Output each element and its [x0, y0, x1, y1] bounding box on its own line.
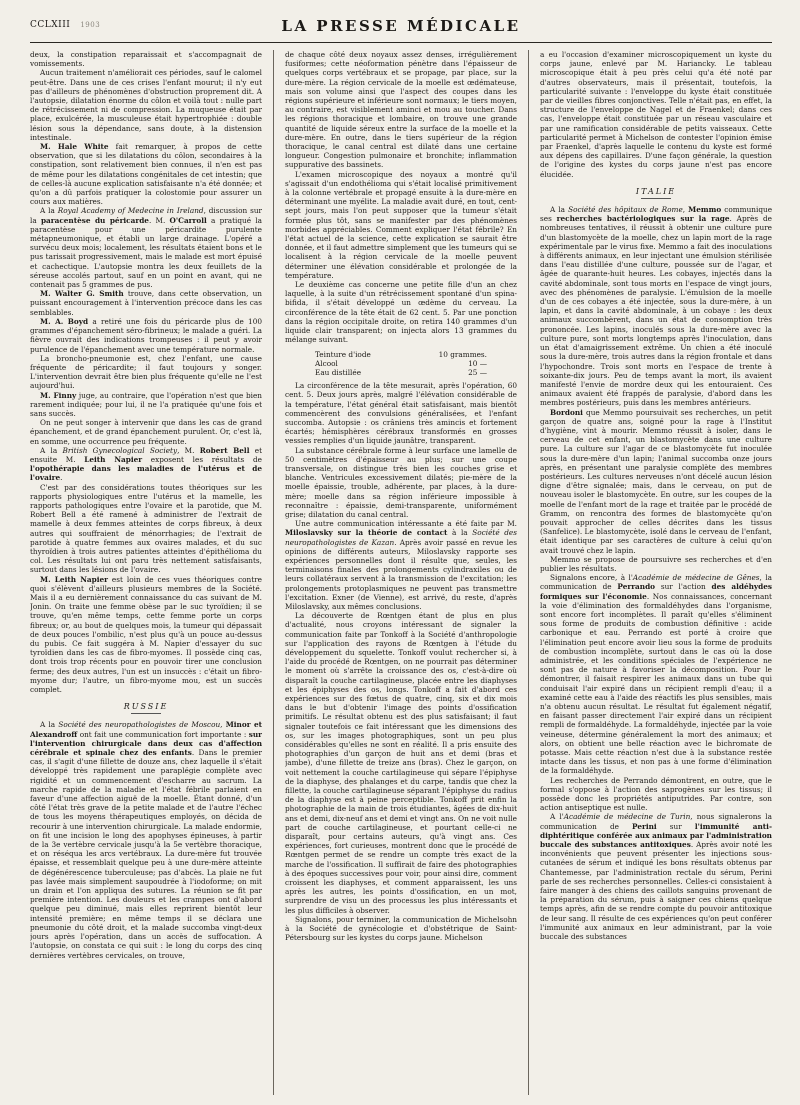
section-heading-russie — [30, 702, 262, 714]
section-heading-text: RUSSIE — [123, 702, 169, 712]
paragraph-text: , — [220, 720, 226, 730]
paragraph-text: . Après de nombreuses tentatives, il réussit à obtenir une culture pure d'un blastomycète de la moelle, chez un lapin mort de la rage expérimentale par le virus fixe. Memmo a fait des inoculations à différents animaux, en leur injectant une émulsion stérilisée dans l'eau distillée d'une culture, poussée sur de l'agar, et âgée de quarante-huit heures. Les cobayes, injectés dans la cavité abdominale, sont tous morts en l'espace de vingt jours, avec des phénomènes de paralysie. L'émulsion de la moelle d'un de ces cobayes a été injectée, sous la dure-mère, à un lapin, et dans la cavité abdominale, à un cobaye : les deux animaux succombèrent, dans un état de consomption très prononcée. Les lapins, inoculés sous la dure-mère avec la culture pure, sont morts longtemps après l'inoculation, dans un état d'amaigrissement extrême. Un chien a été inoculé sous la dure-mère, trois autres dans la région frontale et dans l'hypochondre. Trois sont morts en l'espace de trente à soixante-dix jours. Peu de temps avant la mort, ils avaient manifesté l'envie de mordre deux qui les entouraient. Ces animaux avaient été frappés de paralysie, d'abord dans les membres postérieurs, puis dans les membres antérieurs. — [540, 214, 772, 408]
paragraph-text: a pratiqué la paracentèse pour une péricardite purulente métapneumonique, et établi un large drainage. L'opéré a survécu deux mois; localement, les résultats étaient bons et le pus tarissait progressivement, mais le malade est mort épuisé et cachectique. L'autopsie montra les deux feuillets de la séreuse accolés partout, sauf en un point en avant, qui ne contenait pas 5 grammes de pus. — [30, 215, 262, 290]
paragraph — [540, 812, 772, 941]
society-name: Société des hôpitaux de Rome — [568, 205, 683, 215]
column-rule-1 — [273, 50, 274, 1095]
paragraph: Le deuxième cas concerne une petite fille d'un an chez laquelle, à la suite d'un rétrécissement spontané d'un spina-bifida, il s'était développé un œdème du cerveau. La circonférence de la tête était de 62 cent. 5. Par une ponction dans la région occipitale droite, on retira 140 grammes d'un liquide clair transparent; on injecta alors 13 grammes du mélange suivant. — [285, 280, 517, 345]
paragraph-text: A la — [40, 445, 63, 455]
paragraph — [540, 408, 772, 555]
paragraph — [30, 575, 262, 695]
formula-ingredient: Alcool — [315, 358, 338, 368]
paragraph-text: A la — [40, 206, 58, 216]
paragraph — [30, 142, 262, 206]
column-middle — [285, 50, 517, 1095]
paragraph-text: communique ses — [540, 205, 772, 224]
society-name: Royal Academy of Medecine in Ireland — [57, 206, 204, 216]
paragraph: Memmo se propose de poursuivre ses recherches et d'en publier les résultats. — [540, 554, 772, 573]
column-rule-2 — [528, 50, 529, 1095]
paragraph: La substance cérébrale forme à leur surface une lamelle de 50 centimètres d'épaisseur au plus; sur une coupe transversale, on distingue très bien les couches grise et blanche. Ventricules excessivement dilatés; pie-mère de la moelle épaissie, trouble, adhérente, par places, à la dure-mère; moelle dans sa région inférieure impossible à reconnaître : épaissie, demi-transparente, uniformément grise; dilatation du canal central. — [285, 445, 517, 519]
paragraph-text: , nous signalerons la communication de — [540, 812, 772, 831]
formula-quantity: 10 grammes. — [438, 349, 487, 359]
paragraph-text: fait remarquer, à propos de cette observation, que si les dilatations du côlon, secondaires à la constipation, sont relativement bien connues, il n'en est pas de même pour les dilatations congénitales de cet intestin; que de celles-là aucune explication satisfaisante n'a été donnée; et qu'on a dû parfois pratiquer la colostomie pour assurer un cours aux matières. — [30, 142, 262, 207]
section-heading-italie — [540, 187, 772, 199]
author-name: Leith Napier — [84, 454, 143, 464]
formula-row — [315, 368, 487, 377]
section-underline — [641, 198, 671, 199]
paragraph-text: Signalons encore, à l' — [550, 573, 633, 583]
paragraph-text: . Après avoir noté les inconvénients que peuvent présenter les injections sous-cutanées de sérum et indiqué les bons résultats obtenus par Chantemesse, par l'administration rectale du sérum, Perini parle de ses recherches personnelles. Celles-ci consistaient à faire manger à des chiens des caillots sanguins provenant de la préparation du sérum, puis à saigner ces chiens quelque temps après, afin de se rendre compte du pouvoir antitoxique de leur sang. Il résulte de ces expériences qu'on peut conférer l'immunité aux animaux en leur administrant, par la voie buccale des substances — [540, 840, 772, 942]
formula-row — [315, 359, 487, 368]
author-name: Minor et Alexandroff — [30, 720, 262, 739]
paragraph-text: Une autre communication intéressante a été faite par M. — [295, 519, 517, 529]
paragraph-text: trouve, dans cette observation, un puissant encouragement à l'intervention précoce dans les cas semblables. — [30, 289, 262, 317]
paragraph-text: . Dans le premier cas, il s'agit d'une fillette de douze ans, chez laquelle il s'était développé très rapidement une paraplégie complète avec rigidité et un commencement d'escharre au sacrum. La marche rapide de la maladie et l'état fébrile parlaient en faveur d'une affection aiguë de la moelle. Étant donné, d'un côté l'état très grave de la petite malade et de l'autre l'échec de tous les moyens thérapeutiques employés, on décida de recourir à une intervention chirurgicale. La malade endormie, on fit une incision le long des apophyses épineuses, à partir de la 3e vertèbre cervicale jusqu'à la 5e vertèbre thoracique, et on réséqua les arcs vertébraux. La dure-mère fut trouvée épaisse, et ressemblait quelque peu à une dure-mère atteinte de dégénérescence tuberculeuse; pas d'abcès. La plaie ne fut pas lavée mais simplement saupoudrée à l'iodoforme; on mit un drain et l'on appliqua des sutures. La réunion se fit par première intention. Les douleurs et les crampes ont d'abord quelque peu diminué, mais elles reprirent bientôt leur intensité première; en même temps il se déclara une pneumonie du côté droit, et la malade succomba vingt-deux jours après l'opération, dans un accès de suffocation. A l'autopsie, on constata ce qui suit : le long du corps des cinq dernières vertèbres cervicales, on trouve, — [30, 748, 262, 960]
page-header — [30, 12, 772, 43]
paragraph — [540, 573, 772, 775]
paragraph: a eu l'occasion d'examiner microscopiquement un kyste du corps jaune, enlevé par M. Hariancky. Le tableau microscopique était à peu près celui qu'a été noté par d'autres observateurs, mais il présentait, toutefois, la particularité suivante : l'enveloppe du kyste était constituée par de vieilles fibres conjonctives. Telle n'était pas, en effet, la structure de l'enveloppe de Nagel et de Fraenkel; dans ces cas, l'enveloppe était constituée par un réseau vasculaire et par une ramification considérable de petits vaisseaux. Cette particularité permet à Michelson de contester l'opinion émise par Fraenkel, d'après laquelle le contenu du kyste est formé aux dépens des capillaires. D'une façon générale, la question de l'origine des kystes du corps jaune n'est pas encore élucidée. — [540, 50, 772, 179]
paragraph: La découverte de Rœntgen étant de plus en plus d'actualité, nous croyons intéressant de signaler la communication faite par Tonkoff à la Société d'anthropologie sur l'application des rayons de Rœntgen à l'étude du développement du squelette. Tonkoff voulut rechercher si, à l'aide du procédé de Rœntgen, on ne pourrait pas déterminer le moment où s'arrête la croissance des os, c'est-à-dire où disparaît la couche cartilagineuse, placée entre les diaphyses et les épiphyses des os, longs. Tonkoff a fait d'abord ces expériences sur des fœtus de quatre, cinq, six et dix mois dans le but d'obtenir l'image des points d'ossification primitifs. Le résultat obtenu est des plus satisfaisant; il faut signaler toutefois ce fait intéressant que les dimensions des os, sur les images photographiques, sont un peu plus considérables qu'elles ne sont en réalité. Il a pris ensuite des photographies d'un garçon de huit ans et demi (bras et jambe), d'une fillette de treize ans (bras). Chez le garçon, on voit nettement la couche cartilagineuse qui sépare l'épiphyse de la diaphyse, des phalanges et du carpe, tandis que chez la fillette, la couche cartilagineuse séparant l'épiphyse du radius de la diaphyse est à peine perceptible. Tonkoff prit enfin la photographie de la main de trois étudiantes, âgées de dix-huit ans et demi, dix-neuf ans et demi et vingt ans. On ne voit nulle part de couche cartilagineuse, et pourtant celle-ci ne disparaît, pour certains auteurs, qu'à vingt ans. Ces expériences, fort curieuses, montrent donc que le procédé de Rœntgen permet de se rendre un compte très exact de la marche de l'ossification. Il suffirait de faire des photographies à des époques successives pour voir, pour ainsi dire, comment croissent les diaphyses, et comment apparaissent, les uns après les autres, les points d'ossification, en un mot, surprendre de visu un des processus les plus intéressants et les plus difficiles à observer. — [285, 611, 517, 915]
paragraph-text: à la — [447, 528, 473, 538]
paragraph: Signalons, pour terminer, la communication de Michelsohn à la Société de gynécologie et d'obstétrique de Saint-Pétersbourg sur les kystes du corps jaune. Michelson — [285, 914, 517, 943]
formula-row — [315, 350, 487, 359]
paragraph-text: A la — [40, 720, 59, 730]
author-name: Memmo — [688, 205, 722, 215]
paragraph-text: . Nos connaissances, concernant la voie d'élimination des formaldéhydes dans l'organisme, sont encore fort incomplètes. Il paraît qu'elles s'éliminent sous forme de produits de combustion définitive : acide carbonique et eau. Perrando est porté à croire que l'élimination peut encore avoir lieu sous la forme de produits de combustion incomplète, surtout dans le cas où la dose administrée, et les conditions spéciales de l'expérience ne sont pas de nature à favoriser la décomposition. Pour le démontrer, il faisait respirer les animaux dans un tube qui conduisait l'air expiré dans un récipient rempli d'eau; il a examiné cette eau à l'aide des réactifs les plus sensibles, mais n'a obtenu aucun résultat. Le résultat fut également négatif, en faisant passer directement l'air expiré dans un récipient rempli de formaldéhyde. La formaldéhyde, injectée par la voie veineuse, détermine généralement la mort des animaux; et alors, on obtient une belle réaction avec le bichromate de potasse. Mais cette réaction n'est due à la substance restée intacte dans les tissus, et non pas à une forme d'élimination de la formaldéhyde. — [540, 591, 772, 776]
paragraph — [30, 446, 262, 483]
formula-quantity: 25 — — [468, 367, 487, 377]
topic-title: sur l'intervention chirurgicale dans deux cas d'affection cérébrale et spinale chez des enfants — [30, 729, 262, 758]
paragraph: deux, la constipation reparaissait et s'accompagnait de vomissements. — [30, 50, 262, 69]
topic-title: l'opothérapie dans les maladies de l'utérus et de l'ovaire — [30, 464, 262, 483]
paragraph — [30, 289, 262, 317]
society-name: Société des neuropathologistes de Kazan — [285, 528, 517, 547]
paragraph-text: A l' — [550, 812, 564, 822]
paragraph-text: juge, au contraire, que l'opération n'est que bien rarement indiquée; pour lui, il ne l'a pratiquée qu'une fois et sans succès. — [30, 390, 262, 418]
paragraph — [30, 720, 262, 959]
paragraph-text: ont fait une communication fort importante : — [77, 729, 249, 739]
author-name: Perini — [632, 821, 657, 831]
paragraph — [30, 391, 262, 419]
paragraph — [30, 206, 262, 289]
paragraph-text: est loin de ces vues théoriques contre quoi s'élèvent d'ailleurs plusieurs membres de la Société. Mais il a eu dernièrement connaissance du cas suivant de M. Jonin. On traite une femme obèse par le suc tyroïdien; il se trouve, qu'en même temps, cette femme porte un corps fibreux; or, au bout de quelques mois, la tumeur qui dépassait de deux pouces l'ombilic, n'est plus qu'à un pouce au-dessus du pubis. Ce fait suggéra à M. Napier d'essayer du suc tyroïdien dans les cas de fibro-myomes. Il possède cinq cas, dont trois trop récents pour en pouvoir tirer une conclusion ferme; des deux autres, l'un est un insuccès : c'était un fibro-myome dur; l'autre, un fibro-myome mou, est un succès complet. — [30, 574, 262, 695]
journal-title: LA PRESSE MÉDICALE — [281, 17, 521, 35]
topic-title: des aldéhydes formiques sur l'économie — [540, 582, 772, 601]
author-name: M. Walter G. Smith — [40, 289, 124, 299]
paragraph-text: , la communication de — [540, 573, 772, 592]
paragraph-text: . — [60, 473, 63, 483]
paragraph-text: a retiré une fois du péricarde plus de 100 grammes d'épanchement séro-fibrineux; le malade a guéri. La fièvre ouvrait des indications trompeuses : il peut y avoir purulence de l'épanchement avec une température normale. — [30, 316, 262, 354]
author-name: M. Leith Napier — [40, 574, 108, 584]
topic-title: paracentèse du péricarde — [40, 215, 149, 225]
paragraph-text: A la — [550, 205, 569, 215]
paragraph — [30, 317, 262, 354]
paragraph-text: et ensuite M. — [30, 445, 262, 464]
paragraph-text: . Après avoir passé en revue les opinions de différents auteurs, Miloslavsky rapporte ses expériences personnelles dont il résulte que, seules, les terminaisons finales des prolongements cylindraxiles ou de leurs collatéraux servent à la transmission de l'excitation; les prolongements protoplasmiques ne peuvent pas transmettre l'excitation. Exner (de Vienne), est arrivé, du reste, d'après Miloslavsky, aux mêmes conclusions. — [285, 537, 517, 611]
paragraph: On ne peut songer à intervenir que dans les cas de grand épanchement, et de grand épanchement purulent. Or, c'est là, en somme, une occurrence peu fréquente. — [30, 418, 262, 446]
paragraph-text: . M. — [148, 215, 170, 225]
column-right — [540, 50, 772, 1095]
paragraph: Aucun traitement n'améliorait ces périodes, sauf le calomel peut-être. Dans une de ces crises l'enfant mourut; il n'y eut pas d'ailleurs de phénomènes d'obstruction proprement dit. A l'autopsie, dilatation énorme du côlon et voilà tout : nulle part de rétrécissement ni de compression. La muqueuse était par place, exulcérée, la musculeuse était hypertrophiée : double lésion sous la dépendance, sans doute, à la distension intestinale. — [30, 68, 262, 142]
paragraph: L'examen microscopique des noyaux a montré qu'il s'agissait d'un endothélioma qui s'était localisé primitivement à la colonne vertébrale et propagé ensuite à la dure-mère en déterminant une myélite. La maladie avait duré, en tout, cent-sept jours, mais l'on peut supposer que la tumeur s'était formée plus tôt, sans se manifester par des phénomènes morbides appréciables. Comment expliquer l'état fébrile? En l'état actuel de la science, cette explication se saurait être donnée, et il faut admettre simplement que les tumeurs qui se localisent à la région cervicale de la moelle peuvent déterminer une élévation considérable et prolongée de la température. — [285, 169, 517, 280]
column-left — [30, 50, 262, 1095]
paragraph: Les recherches de Perrando démontrent, en outre, que le formal s'oppose à l'action des saprogènes sur les tissus; il possède donc les propriétés antiputrides. Par contre, son action antiseptique est nulle. — [540, 775, 772, 813]
society-name: British Gynecological Society — [62, 445, 178, 455]
paragraph-text: , — [682, 205, 689, 215]
paragraph: La circonférence de la tête mesurait, après l'opération, 60 cent. 5. Deux jours après, malgré l'élévation considérable de la température, l'état général était satisfaisant, mais bientôt commencèrent des convulsions généralisées, et l'enfant succomba. Autopsie : os crâniens très amincis et fortement écartés; hémisphères cérébraux transformés en grosses vessies remplies d'un liquide jaunâtre, transparent. — [285, 381, 517, 446]
formula-ingredient: Eau distillée — [315, 367, 362, 377]
paragraph-text: , discussion sur la — [30, 206, 262, 225]
author-name: M. Finny — [40, 390, 77, 400]
author-name: M. Hale White — [40, 142, 109, 152]
formula-table — [315, 350, 487, 378]
society-name: Académie de médecine de Turin — [563, 812, 691, 822]
paragraph-text: sur l'action — [655, 582, 712, 592]
paragraph: C'est par des considérations toutes théoriques sur les rapports physiologiques entre l'utérus et la mamelle, les rapports pathologiques entre l'ovaire et la parotide, que M. Robert Bell a été ramené à administrer de l'extrait de mamelle à deux femmes atteintes de corps fibreux, à deux autres qui souffraient de ménorrhagies; de l'extrait de parotide à quatre femmes aux ovaires malades, et du suc thyroïdien à trois autres patientes atteintes d'épithélioma du col. Les résultats lui ont paru très nettement satisfaisants, surtout dans les lésions de l'ovaire. — [30, 482, 262, 575]
author-name: M. A. Boyd — [40, 316, 89, 326]
author-name: Bordoni — [550, 407, 583, 417]
formula-quantity: 10 — — [468, 358, 487, 368]
paragraph-text: que Memmo poursuivait ses recherches, un petit garçon de quatre ans, soigné pour la rage à l'Institut d'hygiène, vint à mourir. Memmo réussit à isoler, dans le cerveau de cet enfant, un blastomycète dans une culture pure. La culture sur l'agar de ce blastomycète fut inoculée sous la dure-mère d'un lapin; l'animal succomba onze jours après, en présentant une paralysie complète des membres postérieurs. Les cultures nerveuses n'ont décelé aucun lésion digne d'être signalée; mais, dans le cerveau, on put de nouveau isoler le blastomycète. En outre, sur les coupes de la moelle de l'enfant mort de la rage et traitée par le procédé de Gramm, on rencontra des formes de blastomycète qu'on pouvait approcher de celles décrites dans les tissus (Sanfelice). Le blastomycète, isolé dans le cerveau de l'enfant, était identique par ses caractères de culture à celui qu'on avait trouvé chez le lapin. — [540, 407, 772, 555]
topic-title: recherches bactériologiques sur la rage — [556, 214, 730, 224]
paragraph-text: sur — [656, 821, 695, 831]
year-mark: 1903 — [80, 21, 101, 29]
paragraph-text: , M. — [177, 445, 200, 455]
society-name: Académie de médecine de Gênes — [632, 573, 760, 583]
author-name: O'Carroll — [169, 215, 207, 225]
formula-ingredient: Teinture d'iode — [315, 349, 371, 359]
paragraph-text: exposent les résultats de — [142, 454, 262, 464]
paragraph — [540, 205, 772, 407]
paragraph: La broncho-pneumonie est, chez l'enfant, une cause fréquente de péricardite; il faut toujours y songer. L'intervention devrait être bien plus fréquente qu'elle ne l'est aujourd'hui. — [30, 353, 262, 391]
paragraph: de chaque côté deux noyaux assez denses, irrégulièrement fusiformes; cette néoformation pénètre dans l'épaisseur de quelques corps vertébraux et se propage, par place, sur la dure-mère. La région cervicale de la moelle est œdémateuse, mais son volume ainsi que l'aspect des coupes dans les régions supérieure et inférieure sont normaux; le tiers moyen, au contraire, est visiblement aminci et mou au toucher. Dans les régions thoracique et lombaire, on trouve une grande quantité de liquide séreux entre la surface de la moelle et la dure-mère. En outre, dans le tiers supérieur de la région thoracique, le canal central est dilaté dans une certaine longueur. Congestion pulmonaire et bronchite; inflammation suppurative des bassinets. — [285, 50, 517, 170]
topic-title: l'immunité anti-diphtéritique conférée aux animaux par l'administration buccale des substances antitoxiques — [540, 821, 772, 850]
author-name: Miloslavsky sur la théorie de contact — [285, 528, 448, 538]
society-name: Société des neuropathologistes de Moscou — [58, 720, 221, 730]
paragraph — [285, 519, 517, 611]
author-name: Robert Bell — [199, 445, 250, 455]
author-name: Perrando — [617, 582, 656, 592]
page-number-text: CCLXIII — [30, 20, 71, 30]
section-heading-text: ITALIE — [635, 186, 677, 196]
section-underline — [131, 713, 161, 714]
